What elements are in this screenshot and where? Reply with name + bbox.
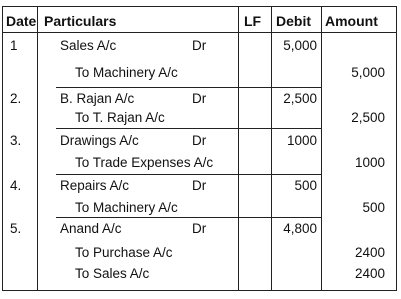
credit-amount: 2400 (354, 266, 385, 281)
entry-date: 1 (10, 38, 18, 53)
debit-amount: 500 (294, 178, 317, 193)
debit-amount: 1000 (286, 133, 317, 148)
header-particulars: Particulars (44, 13, 117, 29)
entry-divider (56, 128, 321, 129)
debit-amount: 2,500 (283, 91, 317, 106)
header-amount: Amount (325, 13, 378, 29)
debit-account: Repairs A/c (60, 178, 130, 193)
credit-amount: 2,500 (351, 110, 385, 125)
debit-amount: 5,000 (283, 38, 317, 53)
credit-account: To Sales A/c (75, 266, 150, 281)
credit-amount: 2400 (354, 245, 385, 260)
header-debit: Debit (276, 13, 311, 29)
credit-amount: 1000 (354, 155, 385, 170)
entry-date: 2. (10, 91, 22, 106)
credit-account: To Trade Expenses A/c (75, 155, 214, 170)
column-divider (238, 6, 239, 291)
entry-divider (56, 174, 321, 175)
debit-amount: 4,800 (283, 221, 317, 236)
credit-amount: 5,000 (351, 65, 385, 80)
debit-account: Drawings A/c (60, 133, 139, 148)
entry-divider (56, 87, 321, 88)
column-divider (37, 6, 38, 291)
debit-account: Anand A/c (60, 221, 122, 236)
debit-account: B. Rajan A/c (60, 91, 135, 106)
dr-label: Dr (192, 91, 207, 106)
header-lf: LF (244, 13, 262, 29)
dr-label: Dr (192, 221, 207, 236)
dr-label: Dr (192, 178, 207, 193)
dr-label: Dr (192, 133, 207, 148)
header-date: Date (6, 13, 37, 29)
entry-divider (56, 217, 321, 218)
entry-date: 5. (10, 221, 22, 236)
header-divider (2, 32, 397, 33)
credit-account: To Machinery A/c (75, 65, 178, 80)
credit-account: To Purchase A/c (75, 245, 173, 260)
entry-date: 4. (10, 178, 22, 193)
dr-label: Dr (192, 38, 207, 53)
credit-account: To T. Rajan A/c (75, 110, 165, 125)
credit-account: To Machinery A/c (75, 200, 178, 215)
credit-amount: 500 (362, 200, 385, 215)
entry-date: 3. (10, 133, 22, 148)
debit-account: Sales A/c (60, 38, 117, 53)
